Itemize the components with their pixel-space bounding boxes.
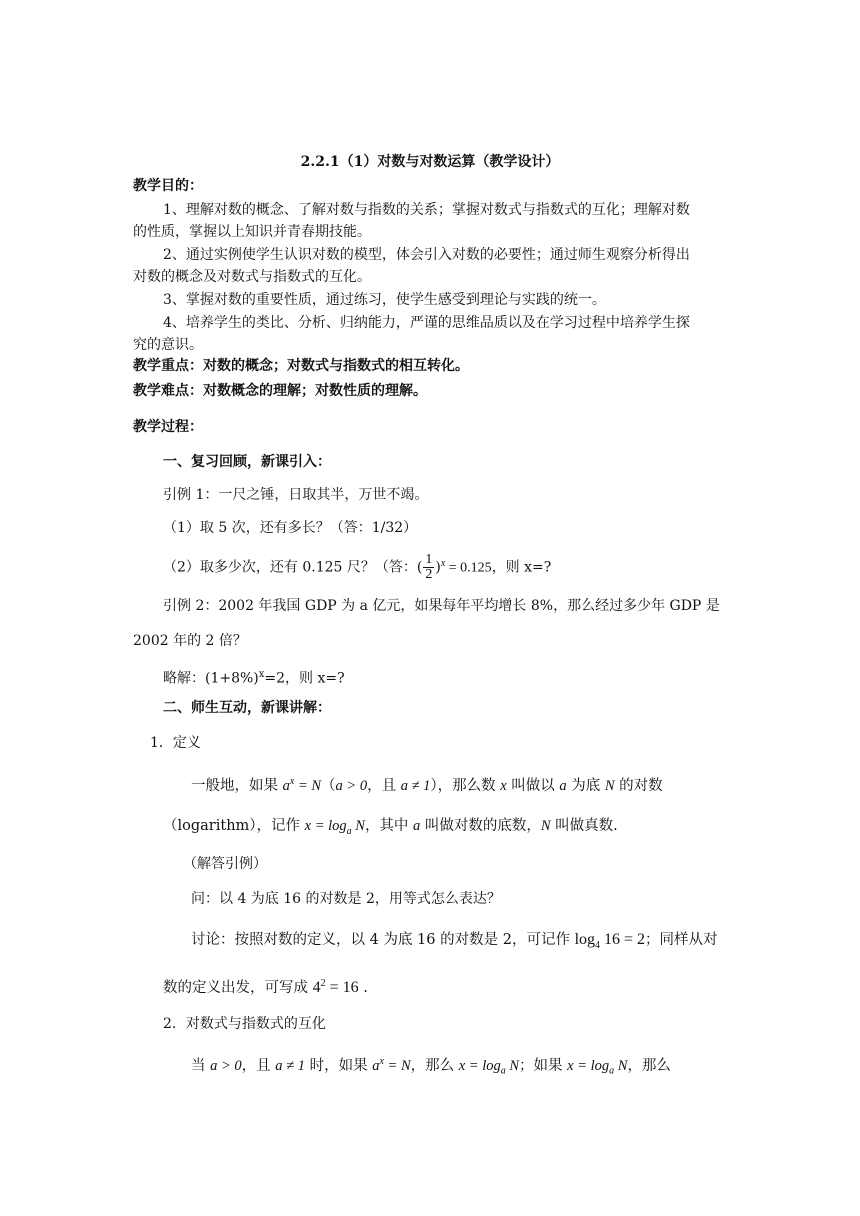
process-heading: 教学过程：: [133, 419, 203, 435]
question-2: [163, 553, 551, 582]
conv-text-a: 当: [191, 1057, 211, 1074]
conv-text-f: ，那么: [627, 1057, 671, 1074]
conv-log-2-rest: N: [614, 1057, 628, 1074]
def1-eq-rest: = N: [294, 777, 322, 794]
goal-2-line-1: 2、通过实例使学生认识对数的模型，体会引入对数的必要性；通过师生观察分析得出: [163, 247, 690, 263]
def1-N: N: [604, 777, 615, 794]
section-2-heading: 二、师生互动，新课讲解：: [163, 700, 331, 716]
half-fraction: [423, 553, 434, 582]
discussion-text-a: 讨论：按照对数的定义，以 4 为底 16 的对数是 2，可记作: [191, 932, 575, 948]
def1-a: a: [559, 777, 567, 794]
discussion-log: log: [574, 931, 596, 948]
conv-exp-base: a: [372, 1057, 380, 1074]
conv-log-1: x = log: [458, 1057, 501, 1074]
def1-text-b: （: [321, 777, 336, 794]
conv-log-2: x = log: [567, 1057, 610, 1074]
discussion2-text-b: .: [358, 979, 368, 996]
question-1: （1）取 5 次，还有多长？（答：1/32）: [163, 520, 418, 536]
discussion-subscript: 4: [595, 939, 601, 951]
conv-condition-1: a > 0: [210, 1057, 242, 1074]
question-2-text: （2）取多少次，还有 0.125 尺？（答：(: [163, 559, 423, 576]
def1-x: x: [500, 777, 507, 794]
example-1: 引例 1：一尺之锤，日取其半，万世不竭。: [163, 487, 429, 503]
def1-condition-1: a > 0: [335, 777, 368, 794]
example-2-line-2: 2002 年的 2 倍？: [133, 633, 247, 649]
conv-exp-exponent: x: [379, 1056, 384, 1067]
conv-log-1-rest: N: [505, 1057, 520, 1074]
def1-text-g: 的对数: [614, 777, 663, 794]
def1-text-f: 为底: [566, 777, 605, 794]
discussion-equation: 16 = 2: [600, 931, 646, 948]
definition-line-2: [163, 816, 618, 842]
page-title: 2.2.1（1）对数与对数运算（教学设计）: [300, 154, 560, 170]
section-1-heading: 一、复习回顾，新课引入：: [163, 454, 331, 470]
goal-1-line-2: 的性质，掌握以上知识并青春期技能。: [133, 224, 371, 240]
key-points: 教学重点：对数的概念；对数式与指数式的相互转化。: [133, 358, 469, 374]
discussion2-text-a: 数的定义出发，可写成: [163, 979, 313, 996]
discussion2-base: 4: [312, 978, 321, 996]
def2-equation-rest: N: [351, 818, 365, 834]
goals-heading: 教学目的：: [133, 178, 203, 194]
discussion-line-1: [191, 930, 718, 956]
conv-text-c: 时，如果: [304, 1057, 373, 1074]
question-text: 问：以 4 为底 16 的对数是 2，用等式怎么表达？: [191, 891, 501, 907]
definition-heading: 1．定义: [150, 735, 201, 751]
def1-text-e: 叫做以: [506, 777, 560, 794]
fraction-numerator: 1: [425, 552, 433, 567]
def2-text-b: ，其中: [364, 818, 414, 834]
conv-text-d: ，那么: [410, 1057, 459, 1074]
conv-text-e: ；如果: [519, 1057, 568, 1074]
discussion-text-b: ；同样从对: [645, 932, 718, 948]
conv-exp-rest: = N: [383, 1057, 411, 1074]
def2-a: a: [413, 818, 421, 834]
def2-text-a: （logarithm），记作: [163, 818, 305, 834]
conversion-line: [191, 1052, 671, 1082]
goal-4-line-2: 究的意识。: [133, 337, 203, 353]
answer-example: （解答引例）: [183, 856, 267, 872]
conversion-heading: 2．对数式与指数式的互化: [163, 1016, 326, 1032]
def1-base: a: [282, 777, 290, 794]
discussion-line-2: [163, 974, 368, 998]
discussion2-exponent: 2: [320, 978, 326, 989]
example-2-line-1: 引例 2：2002 年我国 GDP 为 a 亿元，如果每年平均增长 8%，那么经过多少年 GDP 是: [163, 598, 720, 614]
def1-text-c: ，且: [367, 777, 401, 794]
difficulties: 教学难点：对数概念的理解；对数性质的理解。: [133, 383, 427, 399]
conv-condition-2: a ≠ 1: [275, 1057, 305, 1074]
conv-log-1-subscript: a: [500, 1065, 506, 1077]
def1-text-d: ），那么数: [430, 777, 501, 794]
def2-N: N: [540, 818, 551, 834]
solution: [163, 665, 345, 689]
fraction-denominator: 2: [425, 567, 433, 582]
question-2-equation: = 0.125: [445, 560, 492, 576]
goal-3: 3、掌握对数的重要性质，通过练习，使学生感受到理论与实践的统一。: [163, 292, 606, 308]
discussion2-equation: = 16: [325, 978, 359, 996]
solution-tail: =2，则 x=?: [264, 670, 345, 687]
goal-4-line-1: 4、培养学生的类比、分析、归纳能力，严谨的思维品质以及在学习过程中培养学生探: [163, 315, 690, 331]
solution-text: 略解：(1+8%): [163, 670, 259, 687]
goal-1-line-1: 1、理解对数的概念、了解对数与指数的关系；掌握对数式与指数式的互化；理解对数: [163, 202, 690, 218]
def1-condition-2: a ≠ 1: [400, 777, 431, 794]
definition-line-1: [191, 772, 663, 796]
question-2-exponent: x: [440, 557, 446, 569]
def2-equation: x = log: [304, 818, 347, 834]
def2-text-d: 叫做真数.: [550, 818, 618, 834]
def1-exponent: x: [289, 776, 295, 787]
solution-exponent: x: [258, 669, 265, 680]
conv-log-2-subscript: a: [609, 1065, 615, 1077]
def2-text-c: 叫做对数的底数，: [420, 818, 541, 834]
goal-2-line-2: 对数的概念及对数式与指数式的互化。: [133, 269, 371, 285]
conv-text-b: ，且: [241, 1057, 276, 1074]
def2-subscript: a: [346, 825, 352, 837]
question-2-tail: ，则 x=?: [491, 559, 552, 576]
question-2-paren: ): [435, 559, 441, 576]
def1-text-a: 一般地，如果: [191, 777, 283, 794]
